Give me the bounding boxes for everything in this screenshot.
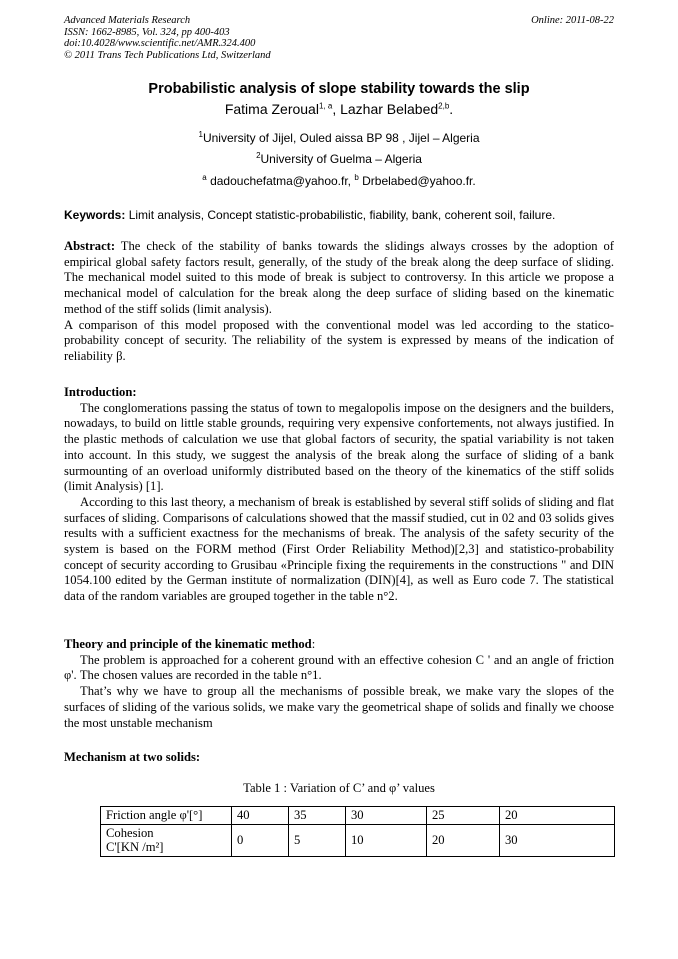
affiliation-2-text: University of Guelma – Algeria [260,152,422,166]
email-1-sup: a [202,173,207,182]
table-cell: 10 [346,824,427,856]
mechanism-heading: Mechanism at two solids: [64,750,201,764]
journal-issn: ISSN: 1662-8985, Vol. 324, pp 400-403 [64,26,230,38]
abstract-label: Abstract: [64,239,116,253]
affiliation-1-text: University of Jijel, Ouled aissa BP 98 , Jijel – Algeria [202,131,480,145]
journal-name: Advanced Materials Research [64,15,191,26]
theory-heading-line [64,637,614,653]
introduction-paragraph-2: According to this last theory, a mechanism of break is established by several stiff solids of sliding and flat surfaces of sliding. Comparisons of calculations showed that the massif studied, cut in 02 and 03 solids gives results with a sufficient exactness for the mechanisms of break. The analysis of the safety security of the system is based on the FORM method (First Order Reliability Method)[2,3] and statistico-probability concept of security according to Grusibau «Principle fixing the requirements in the constructions " and DIN 1054.100 edited by the German institute of normalization (DIN)[4], as well as Euro code 7. The statistical data of the random variables are grouped together in the table n°2. [64,494,614,604]
abstract-paragraph-2: A comparison of this model proposed with the conventional model was led according to the statico-probability concept of security. The reliability of the system is expressed by means of the indication of reliability β. [64,317,614,363]
online-date: Online: 2011-08-22 [531,15,614,26]
theory-heading-colon: : [311,637,316,651]
cohesion-label-b: C'[KN /m²] [106,840,164,854]
email-2-sup: b [354,173,359,182]
journal-copyright: © 2011 Trans Tech Publications Ltd, Switzerland [64,49,271,61]
author-1-name: Fatima Zeroual [224,101,319,117]
author-1-sup: 1, a [318,101,333,111]
theory-paragraph-2: That’s why we have to group all the mechanisms of possible break, we make vary the slopes of the surfaces of sliding of the various solids, we make vary the geometrical shape of solids and finally we choose the most unstable mechanism [64,684,614,730]
table-cell: 0 [232,824,289,856]
theory-paragraph-1: The problem is approached for a coherent ground with an effective cohesion C ' and an angle of friction φ'. The chosen values are recorded in the table n°1. [64,652,614,683]
table-cell: 40 [232,807,289,825]
table-row [101,824,615,856]
journal-header [64,15,271,61]
introduction-paragraph-1: The conglomerations passing the status of town to megalopolis impose on the designers and the builders, nowadays, to build on little stable grounds, requiring very expensive confortements, not always justified. In the plastic methods of calculation we use that global factors of security, the spatial variability is not taken into account. In this study, we suggest the analysis of the break along the surface of sliding of a bank surmounting of an overload uniformly distributed based on the theory of the kinematics of the stiff solids (limit Analysis) [1]. [64,400,614,494]
affiliation-2 [64,152,614,167]
journal-doi: doi:10.4028/www.scientific.net/AMR.324.400 [64,38,256,49]
theory-section [64,637,614,731]
abstract-paragraph-1 [64,239,614,318]
introduction-section [64,385,614,605]
table-cell: 25 [427,807,500,825]
abstract-text-1: The check of the stability of banks towards the slidings always crosses by the adoption of empirical global safety factors result, generally, of the study of the break along the deep surface of sliding. The mechanical model suited to this mode of break is subject to controversy. In this article we propose a mechanical model of calculation for the break along the deep surface of sliding based on the kinematic method of the stiff solids (limit analysis). [64,239,614,316]
author-2-sup: 2,b [438,101,450,111]
author-separator: , [332,101,341,117]
table-1 [100,806,615,857]
table-cell: 5 [289,824,346,856]
affiliation-2-sup: 2 [256,151,261,160]
affiliation-1 [64,131,614,146]
table-1-caption: Table 1 : Variation of C’ and φ’ values [243,781,435,795]
keywords-text: Limit analysis, Concept statistic-probabilistic, fiability, bank, coherent soil, failure. [125,208,556,222]
introduction-heading: Introduction: [64,385,137,399]
author-emails [64,174,614,189]
author-line [64,100,614,118]
table-cell: 20 [500,807,615,825]
table-cell: 30 [346,807,427,825]
table-row-label-friction: Friction angle φ'[°] [101,807,232,825]
author-end: . [449,101,454,117]
table-cell: 20 [427,824,500,856]
email-1-link[interactable]: dadouchefatma@yahoo.fr, [206,174,355,188]
author-2-name: Lazhar Belabed [340,101,439,117]
table-cell: 30 [500,824,615,856]
affiliation-1-sup: 1 [198,130,203,139]
abstract-section [64,239,614,365]
paper-title: Probabilistic analysis of slope stability towards the slip [148,81,530,97]
table-row [101,807,615,825]
table-cell: 35 [289,807,346,825]
table-row-label-cohesion [101,824,232,856]
keywords [64,208,616,223]
cohesion-label-a: Cohesion [106,825,154,840]
email-2-link[interactable]: Drbelabed@yahoo.fr. [358,174,476,188]
theory-heading: Theory and principle of the kinematic method [64,637,312,651]
keywords-label: Keywords: [64,208,126,222]
